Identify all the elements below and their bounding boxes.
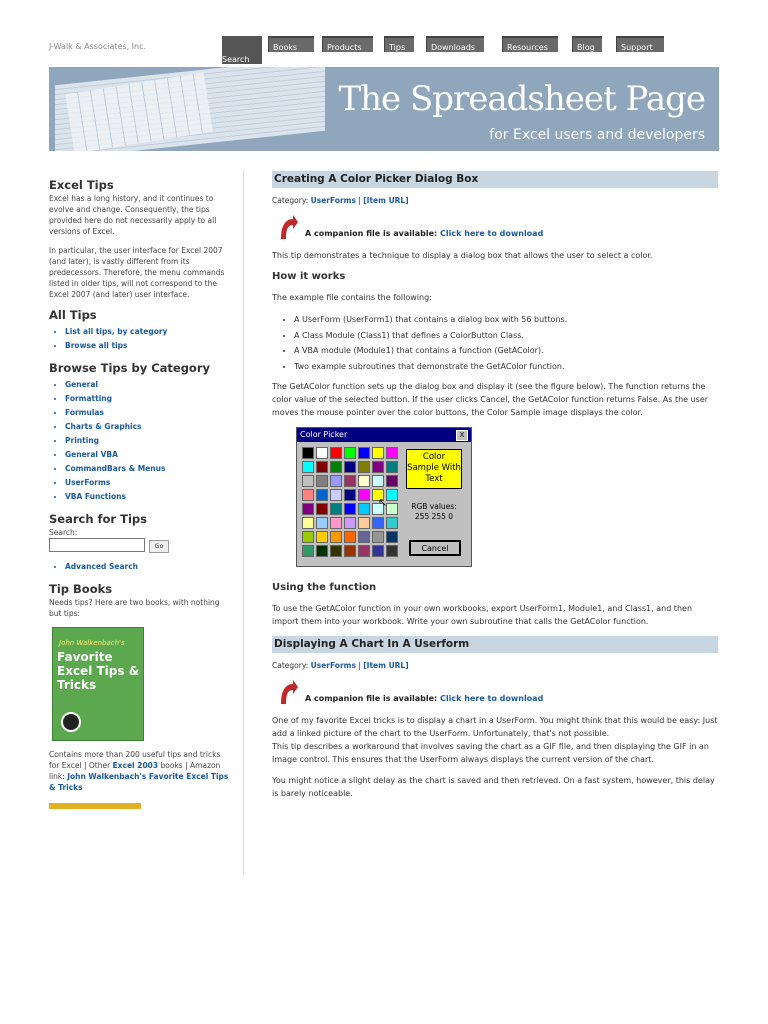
color-swatch bbox=[302, 517, 314, 529]
color-swatch bbox=[344, 447, 356, 459]
color-swatch bbox=[344, 489, 356, 501]
close-icon: X bbox=[456, 430, 468, 441]
rgb-label: RGB values: bbox=[411, 502, 457, 511]
color-swatch bbox=[344, 545, 356, 557]
second-book-image[interactable] bbox=[49, 803, 141, 809]
color-swatch bbox=[358, 447, 370, 459]
nav-search[interactable] bbox=[222, 36, 262, 64]
company-name: J-Walk & Associates, Inc. bbox=[49, 42, 147, 51]
color-swatch bbox=[372, 545, 384, 557]
color-swatch bbox=[302, 447, 314, 459]
main-content bbox=[272, 171, 718, 808]
category-link[interactable]: UserForms bbox=[310, 661, 356, 670]
companion-file-box bbox=[272, 680, 718, 710]
color-swatch bbox=[386, 517, 398, 529]
color-swatch bbox=[316, 503, 328, 515]
tip-books-text: Needs tips? Here are two books, with nothing but tips: bbox=[49, 598, 220, 618]
article-category bbox=[272, 194, 718, 207]
banner-title: The Spreadsheet Page bbox=[338, 79, 705, 119]
category-link[interactable]: UserForms bbox=[310, 196, 356, 205]
color-swatch bbox=[386, 531, 398, 543]
contents-list bbox=[272, 312, 718, 374]
nav-support[interactable]: Support bbox=[616, 36, 664, 52]
item-url-link[interactable]: [Item URL] bbox=[363, 661, 409, 670]
color-swatch bbox=[372, 475, 384, 487]
color-swatch bbox=[302, 461, 314, 473]
nav-search-label: Search bbox=[222, 55, 250, 64]
color-swatch bbox=[372, 461, 384, 473]
color-swatch bbox=[316, 517, 328, 529]
list-item[interactable] bbox=[65, 378, 229, 392]
article-title: Displaying A Chart In A Userform bbox=[272, 636, 718, 653]
color-swatch bbox=[358, 517, 370, 529]
search-form bbox=[49, 538, 229, 556]
color-swatch bbox=[358, 489, 370, 501]
nav-books[interactable]: Books bbox=[268, 36, 314, 52]
color-swatch bbox=[316, 447, 328, 459]
amazon-book-link[interactable]: John Walkenbach's Favorite Excel Tips & Tricks bbox=[49, 772, 229, 792]
book-description bbox=[49, 749, 229, 793]
nav-resources[interactable]: Resources bbox=[502, 36, 558, 52]
all-tips-list bbox=[49, 325, 229, 353]
color-swatch bbox=[344, 531, 356, 543]
site-banner[interactable] bbox=[49, 67, 719, 151]
using-function-heading: Using the function bbox=[272, 582, 377, 593]
color-swatch bbox=[386, 461, 398, 473]
color-picker-screenshot bbox=[296, 427, 472, 567]
using-function-text: To use the GetAColor function in your own workbooks, export UserForm1, Module1, and Class1, and then import them into your workbook. Write your own subroutine that calls the GetAColor function. bbox=[272, 604, 693, 626]
all-tips-heading: All Tips bbox=[49, 308, 97, 322]
list-item: • Two example subroutines that demonstrate the GetAColor function. bbox=[294, 359, 718, 375]
download-arrow-icon bbox=[278, 215, 298, 241]
color-swatch bbox=[344, 503, 356, 515]
go-button[interactable]: Go bbox=[149, 540, 169, 553]
color-swatch bbox=[386, 545, 398, 557]
book-desc-pre: Contains more than 200 useful tips and tricks for Excel | Other bbox=[49, 750, 221, 770]
color-swatch bbox=[330, 531, 342, 543]
list-item: • A UserForm (UserForm1) that contains a dialog box with 56 buttons. bbox=[294, 312, 718, 328]
cancel-button: Cancel bbox=[409, 540, 461, 556]
category-formulas-link[interactable]: Formulas bbox=[65, 408, 104, 417]
color-swatch bbox=[372, 517, 384, 529]
advanced-search-link[interactable]: Advanced Search bbox=[65, 562, 139, 571]
function-description: The GetAColor function sets up the dialog box and display it (see the figure below). The function returns the color value of the selected button. If the user clicks Cancel, the GetAColor function returns False. As the user moves the mouse pointer over the color buttons, the Color Sample image displays the color. bbox=[272, 382, 709, 417]
category-charts-link[interactable]: Charts & Graphics bbox=[65, 422, 142, 431]
list-item[interactable] bbox=[65, 406, 229, 420]
color-swatch bbox=[344, 461, 356, 473]
article-paragraph: This tip describes a workaround that involves saving the chart as a GIF file, and then displaying the GIF in an Image control. This ensures that the UserForm always displays the current version of the chart. bbox=[272, 742, 709, 764]
color-swatch bbox=[386, 489, 398, 501]
list-item[interactable] bbox=[65, 434, 229, 448]
list-item[interactable] bbox=[65, 476, 229, 490]
separator: | bbox=[358, 661, 361, 670]
color-swatch bbox=[386, 447, 398, 459]
color-swatch bbox=[330, 503, 342, 515]
list-item[interactable] bbox=[65, 490, 229, 504]
item-url-link[interactable]: [Item URL] bbox=[363, 196, 409, 205]
excel-tips-text-1: Excel has a long history, and it continues to evolve and change. Consequently, the tips provided here do not necessarily apply to all versions of Excel. bbox=[49, 194, 217, 236]
advanced-search-list bbox=[49, 560, 229, 574]
color-swatch bbox=[302, 545, 314, 557]
nav-downloads[interactable]: Downloads bbox=[426, 36, 484, 52]
browse-all-tips-link[interactable]: Browse all tips bbox=[65, 341, 128, 350]
color-swatch bbox=[316, 489, 328, 501]
separator: | bbox=[358, 196, 361, 205]
color-swatch bbox=[330, 489, 342, 501]
list-item[interactable] bbox=[65, 420, 229, 434]
nav-tips[interactable]: Tips bbox=[384, 36, 414, 52]
color-swatch bbox=[316, 531, 328, 543]
color-swatch bbox=[330, 461, 342, 473]
color-swatch bbox=[358, 461, 370, 473]
list-item[interactable] bbox=[65, 462, 229, 476]
list-item[interactable] bbox=[65, 560, 229, 574]
color-swatch bbox=[386, 503, 398, 515]
category-label: Category: bbox=[272, 196, 309, 205]
category-general-vba-link[interactable]: General VBA bbox=[65, 450, 118, 459]
color-swatch bbox=[372, 447, 384, 459]
color-swatch bbox=[302, 531, 314, 543]
book-author: John Walkenbach's bbox=[59, 639, 125, 647]
color-swatch bbox=[358, 531, 370, 543]
browse-category-heading: Browse Tips by Category bbox=[49, 361, 211, 375]
category-vba-functions-link[interactable]: VBA Functions bbox=[65, 492, 126, 501]
color-swatch bbox=[386, 475, 398, 487]
list-item[interactable] bbox=[65, 325, 229, 339]
download-link[interactable]: Click here to download bbox=[440, 229, 544, 238]
color-sample: Color Sample With Text bbox=[406, 449, 462, 489]
category-printing-link[interactable]: Printing bbox=[65, 436, 99, 445]
article-title: Creating A Color Picker Dialog Box bbox=[272, 171, 718, 188]
list-item: • A Class Module (Class1) that defines a ColorButton Class. bbox=[294, 328, 718, 344]
book-cover-image[interactable] bbox=[52, 627, 144, 741]
article-intro: This tip demonstrates a technique to display a dialog box that allows the user to select a color. bbox=[272, 251, 653, 260]
color-swatch bbox=[330, 517, 342, 529]
color-swatch bbox=[302, 503, 314, 515]
color-swatch bbox=[358, 475, 370, 487]
color-swatch bbox=[372, 531, 384, 543]
mouse-pointer-icon: ↖ bbox=[378, 496, 388, 509]
tip-books-heading: Tip Books bbox=[49, 582, 113, 596]
rgb-readout bbox=[406, 502, 462, 522]
article-paragraph: One of my favorite Excel tricks is to display a chart in a UserForm. You might think that this would be easy: Just add a linked picture of the chart to the UserForm. Unfortunately, that's not possible. bbox=[272, 716, 718, 738]
category-commandbars-link[interactable]: CommandBars & Menus bbox=[65, 464, 166, 473]
banner-subtitle: for Excel users and developers bbox=[489, 127, 705, 143]
color-swatch bbox=[302, 489, 314, 501]
excel-tips-heading: Excel Tips bbox=[49, 178, 114, 192]
sidebar bbox=[49, 170, 229, 809]
rgb-value: 255 255 0 bbox=[414, 512, 454, 521]
color-swatch bbox=[358, 503, 370, 515]
list-item: • A VBA module (Module1) that contains a function (GetAColor). bbox=[294, 343, 718, 359]
list-item[interactable] bbox=[65, 392, 229, 406]
download-arrow-icon bbox=[278, 680, 298, 706]
companion-file-box bbox=[272, 215, 718, 245]
color-swatch bbox=[316, 475, 328, 487]
list-item[interactable] bbox=[65, 339, 229, 353]
color-swatch bbox=[330, 475, 342, 487]
color-swatch bbox=[358, 545, 370, 557]
article-paragraph: You might notice a slight delay as the chart is saved and then retrieved. On a fast system, however, this delay is barely noticeable. bbox=[272, 776, 715, 798]
companion-label: A companion file is available: bbox=[305, 694, 438, 703]
color-grid bbox=[302, 447, 404, 557]
article-category bbox=[272, 659, 718, 672]
category-formatting-link[interactable]: Formatting bbox=[65, 394, 112, 403]
color-swatch bbox=[330, 545, 342, 557]
nav-products[interactable]: Products bbox=[322, 36, 373, 52]
example-intro: The example file contains the following: bbox=[272, 293, 432, 302]
column-divider bbox=[243, 170, 244, 875]
category-list bbox=[49, 378, 229, 504]
color-swatch bbox=[330, 447, 342, 459]
color-swatch bbox=[316, 461, 328, 473]
picker-title-bar: Color Picker bbox=[297, 428, 471, 442]
color-swatch bbox=[344, 475, 356, 487]
category-label: Category: bbox=[272, 661, 309, 670]
book-title: Favorite Excel Tips & Tricks bbox=[57, 650, 140, 692]
companion-text bbox=[305, 692, 543, 705]
search-heading: Search for Tips bbox=[49, 512, 147, 526]
how-it-works-heading: How it works bbox=[272, 271, 346, 282]
excel-tips-text-2: In particular, the user interface for Excel 2007 (and later), is vastly different from its predecessors. Therefore, the menu commands listed in older tips, will not correspond to the Excel 2007 (and later) user interface. bbox=[49, 246, 225, 299]
search-input[interactable] bbox=[49, 538, 145, 552]
list-item[interactable] bbox=[65, 448, 229, 462]
author-photo bbox=[61, 712, 81, 732]
color-swatch bbox=[302, 475, 314, 487]
category-userforms-link[interactable]: UserForms bbox=[65, 478, 111, 487]
category-general-link[interactable]: General bbox=[65, 380, 98, 389]
download-link[interactable]: Click here to download bbox=[440, 694, 544, 703]
companion-text bbox=[305, 227, 543, 240]
companion-label: A companion file is available: bbox=[305, 229, 438, 238]
color-swatch bbox=[316, 545, 328, 557]
color-swatch bbox=[344, 517, 356, 529]
book-desc-mid: books | Amazon link: bbox=[49, 761, 221, 781]
list-all-tips-link[interactable]: List all tips, by category bbox=[65, 327, 168, 336]
nav-blog[interactable]: Blog bbox=[572, 36, 602, 52]
excel-2003-link[interactable]: Excel 2003 bbox=[112, 761, 159, 770]
search-label: Search: bbox=[49, 528, 78, 537]
